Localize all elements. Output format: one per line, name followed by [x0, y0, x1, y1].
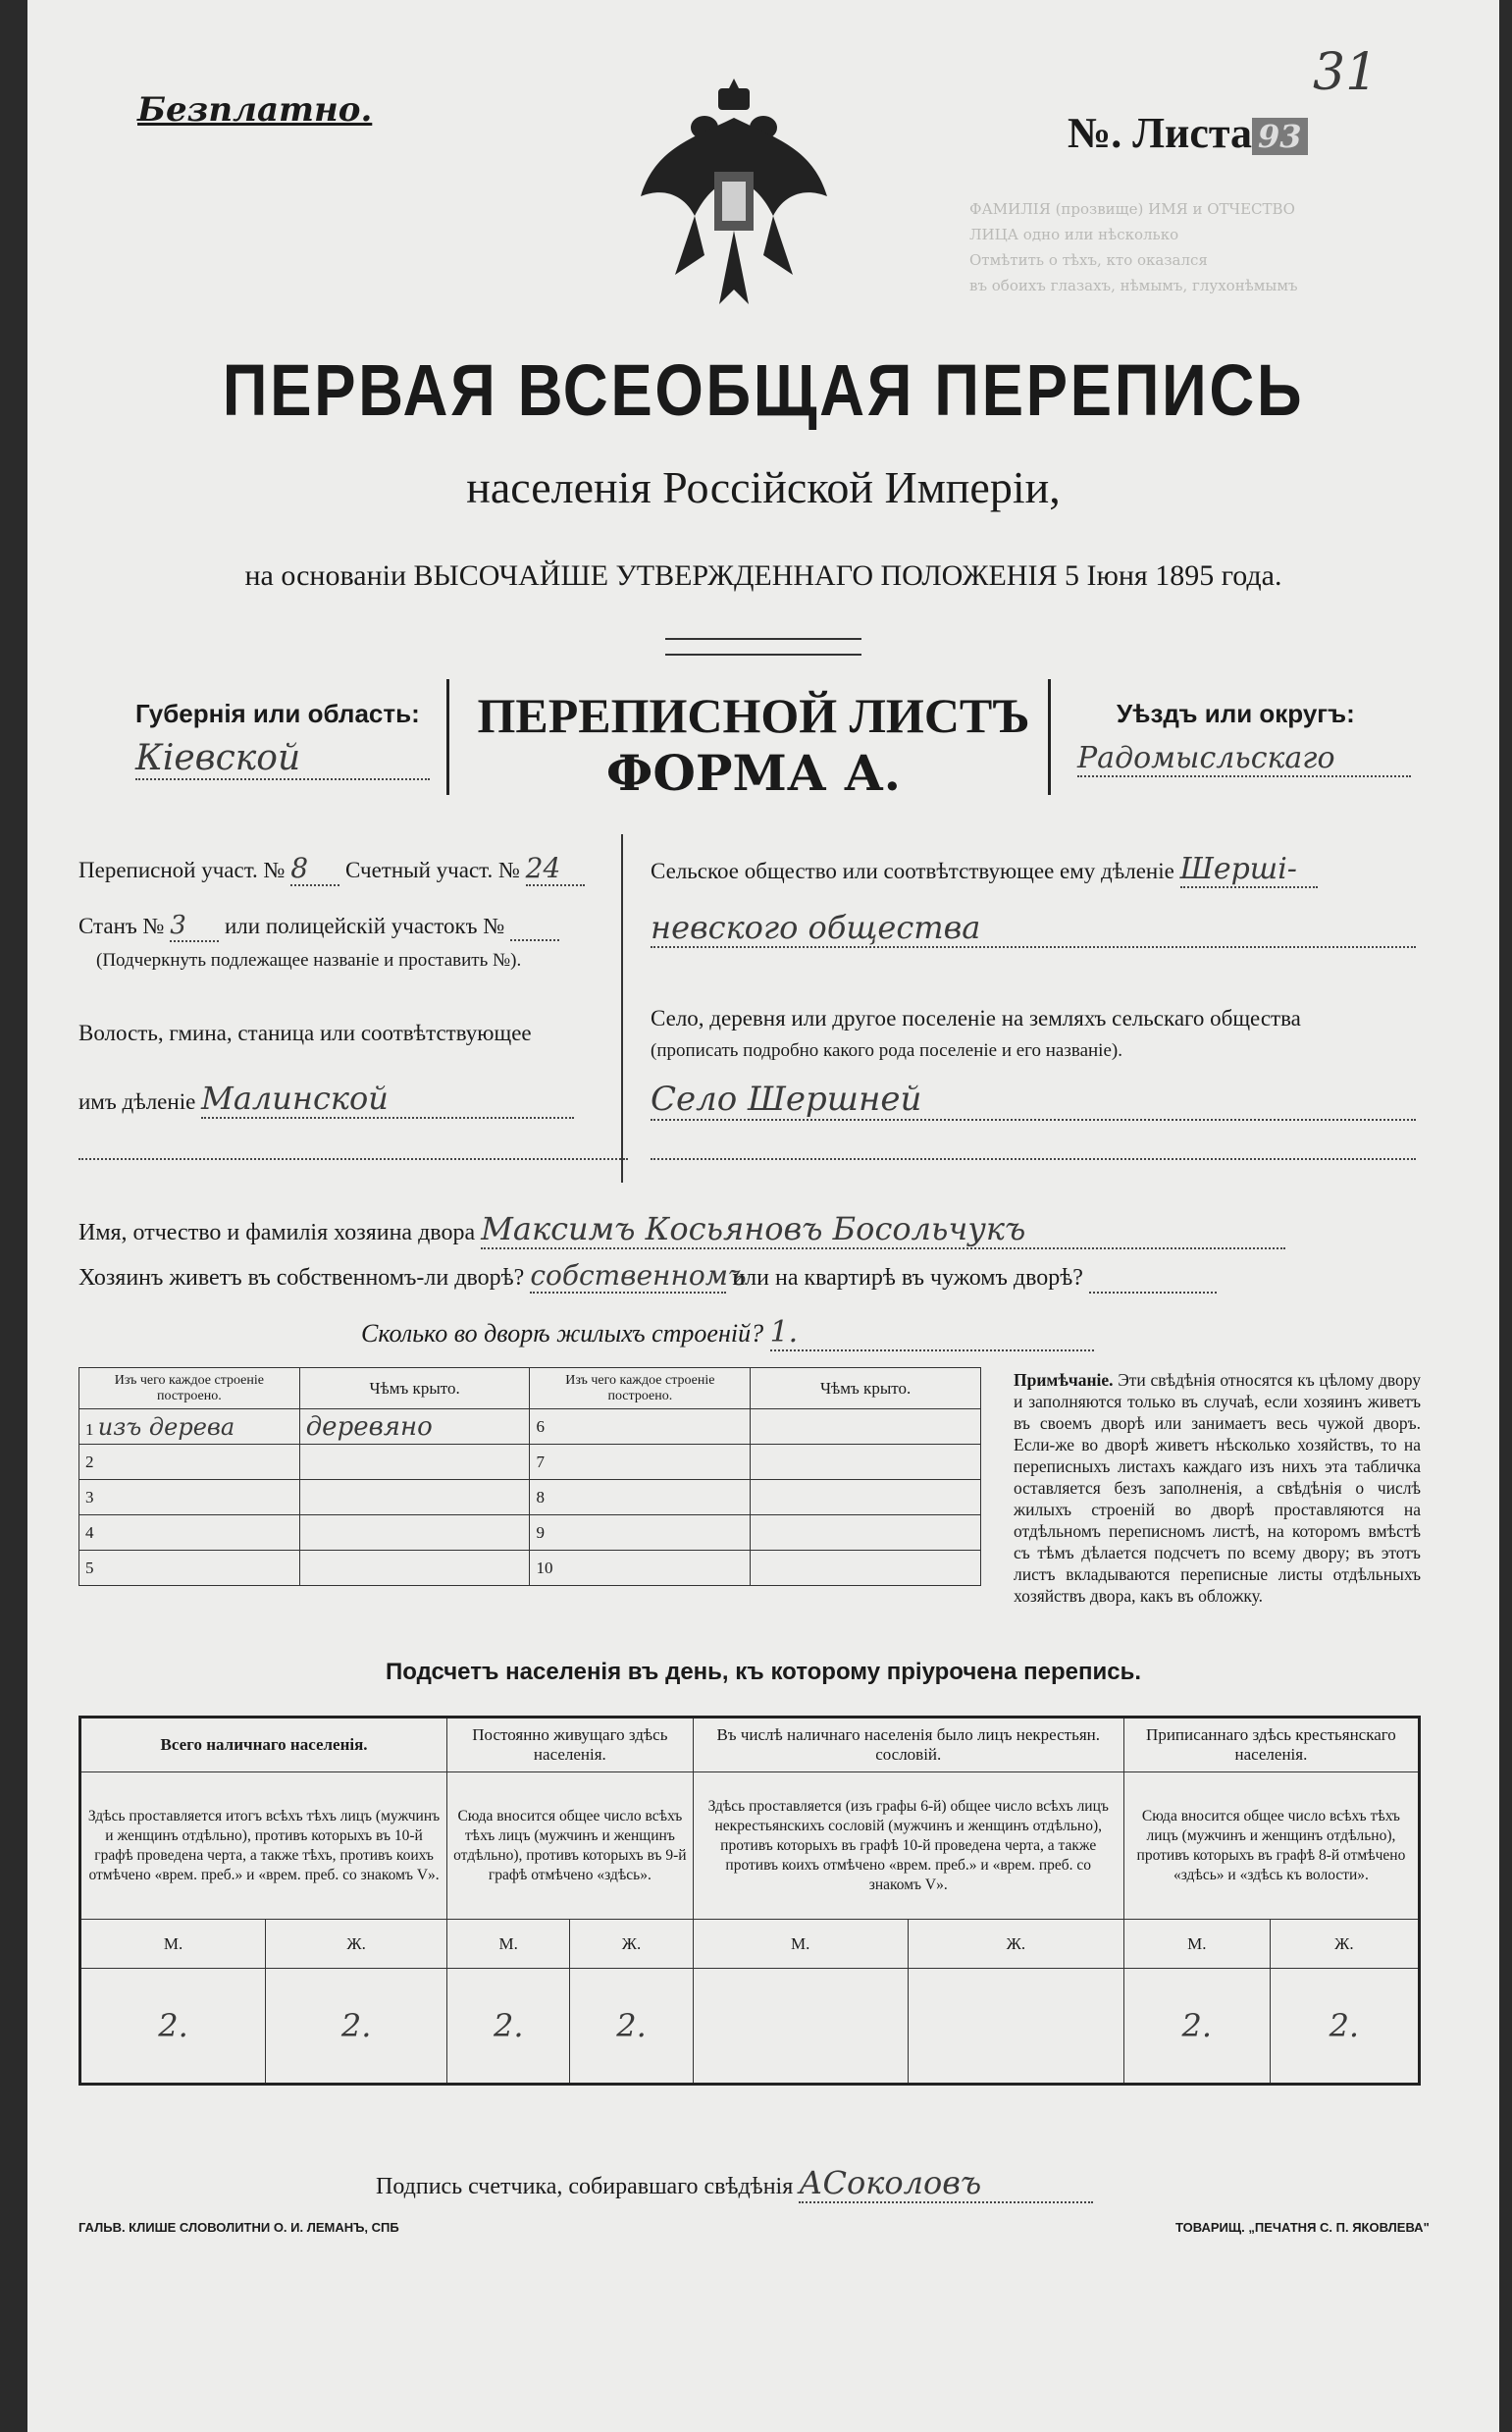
signature-row: Подпись счетчика, собиравшаго свѣдѣнія АСоколовъ — [376, 2164, 1093, 2203]
village-value: Село Шершней — [651, 1080, 1416, 1121]
building-1-material: изъ дерева — [97, 1412, 235, 1441]
f-label: Ж. — [570, 1920, 693, 1969]
society-row: Сельское общество или соотвѣтствующее ему дѣленіе Шерші- — [651, 852, 1318, 888]
total-m-value: 2. — [80, 1969, 266, 2085]
permanent-m-value: 2. — [447, 1969, 570, 2085]
group-desc-nonpeasant: Здѣсь проставляется (изъ графы 6-й) общее число всѣхъ лицъ некрестьянскихъ сословій (мужчинъ и женщинъ отдѣльно), противъ которыхъ въ графѣ 10-й проведена черта, а также противъ коихъ отмѣчено «врем. преб.» и «врем. преб. со знакомъ V». — [693, 1772, 1123, 1920]
page-title: ПЕРВАЯ ВСЕОБЩАЯ ПЕРЕПИСЬ — [222, 349, 1305, 431]
building-1-roof: деревяно — [299, 1409, 530, 1445]
col-material-head: Изъ чего каждое строеніе построено. — [79, 1368, 300, 1409]
group-desc-permanent: Сюда вносится общее число всѣхъ тѣхъ лицъ (мужчинъ и женщинъ отдѣльно), противъ которыхъ въ 9-й графѣ отмѣчено «здѣсь». — [447, 1772, 694, 1920]
table-row: 5 10 — [79, 1551, 981, 1586]
society-value-1: Шерші- — [1180, 852, 1318, 888]
district-label: Уѣздъ или округъ: — [1117, 699, 1355, 728]
f-label: Ж. — [266, 1920, 447, 1969]
fields-divider — [621, 834, 623, 1183]
free-label: Безплатно. — [137, 90, 373, 130]
group-desc-registered: Сюда вносится общее число всѣхъ тѣхъ лицъ (мужчинъ и женщинъ отдѣльно), противъ которыхъ въ графѣ 8-й отмѣчено «здѣсь» и «здѣсь къ волости». — [1123, 1772, 1419, 1920]
registered-f-value: 2. — [1270, 1969, 1419, 2085]
m-label: М. — [447, 1920, 570, 1969]
group-head-total: Всего наличнаго населенія. — [80, 1718, 447, 1772]
census-sheet — [27, 0, 1499, 2432]
note-block: Примѣчаніе. Эти свѣдѣнія относятся къ цѣлому двору и заполняются только въ случаѣ, если хозяинъ живетъ въ своемъ дворѣ или занимаетъ весь чужой дворъ. Если-же во дворѣ живетъ нѣсколько хозяйствъ, то на переписныхъ листахъ каждаго изъ нихъ эта табличка оставляется безъ заполненія, а свѣдѣнія о числѣ жилыхъ строеній во дворѣ проставляются на отдѣльномъ переписномъ листѣ, на которомъ вмѣстѣ съ тѣмъ дѣлается подсчетъ по всему двору; въ этотъ листъ вкладываются переписные листы отдѣльныхъ хозяйствъ двора, какъ въ обложку. — [1014, 1370, 1422, 1606]
m-label: М. — [1123, 1920, 1270, 1969]
f-label: Ж. — [1270, 1920, 1419, 1969]
population-title: Подсчетъ населенія въ день, къ которому пріурочена перепись. — [386, 1659, 1141, 1685]
signature-value: АСоколовъ — [799, 2164, 1093, 2203]
stan-value: 3 — [170, 911, 219, 942]
volost-value: Малинской — [201, 1080, 574, 1119]
village-extra-line — [651, 1158, 1416, 1160]
corner-note: 31 — [1313, 43, 1379, 102]
population-table — [78, 1716, 1421, 2086]
footer-right: ТОВАРИЩ. „ПЕЧАТНЯ С. П. ЯКОВЛЕВА" — [1175, 2220, 1430, 2235]
table-row: 3 8 — [79, 1480, 981, 1515]
volost-row: имъ дѣленіе Малинской — [78, 1080, 574, 1119]
sheet-number-value: 93 — [1252, 118, 1308, 155]
nonpeasant-f-value — [908, 1969, 1123, 2085]
district-value: Радомысльскаго — [1077, 741, 1411, 777]
col-roof-head: Чѣмъ крыто. — [299, 1368, 530, 1409]
census-area-row: Переписной участ. № 8 Счетный участ. № 24 — [78, 852, 585, 886]
buildings-value: 1. — [770, 1315, 1094, 1351]
nonpeasant-m-value — [693, 1969, 908, 2085]
table-row: 4 9 — [79, 1515, 981, 1551]
stan-row: Станъ № 3 или полицейскій участокъ № — [78, 911, 559, 942]
registered-m-value: 2. — [1123, 1969, 1270, 2085]
stan-note: (Подчеркнуть подлежащее названіе и проставить №). — [96, 950, 522, 971]
village-note: (прописать подробно какого рода поселеніе и его названіе). — [651, 1040, 1122, 1061]
buildings-table — [78, 1367, 981, 1586]
f-label: Ж. — [908, 1920, 1123, 1969]
col-roof-head-2: Чѣмъ крыто. — [751, 1368, 981, 1409]
village-label: Село, деревня или другое поселеніе на земляхъ сельскаго общества — [651, 1006, 1301, 1031]
group-head-permanent: Постоянно живущаго здѣсь населенія. — [447, 1718, 694, 1772]
ornament-divider — [665, 638, 861, 656]
total-f-value: 2. — [266, 1969, 447, 2085]
owner-lives-value: собственномъ — [530, 1259, 747, 1292]
col-material-head-2: Изъ чего каждое строеніе построено. — [530, 1368, 751, 1409]
form-title: ПЕРЕПИСНОЙ ЛИСТЪ — [477, 688, 1030, 743]
owner-lives-row: Хозяинъ живетъ въ собственномъ-ли дворѣ? собственномъ или на квартирѣ въ чужомъ дворѣ? — [78, 1259, 1217, 1294]
volost-label: Волость, гмина, станица или соотвѣтствующее — [78, 1021, 532, 1045]
owner-name-row: Имя, отчество и фамилія хозяина двора Максимъ Косьяновъ Босольчукъ — [78, 1210, 1285, 1249]
m-label: М. — [693, 1920, 908, 1969]
census-area-value: 8 — [290, 852, 339, 886]
imperial-eagle-icon — [636, 79, 832, 314]
m-label: М. — [80, 1920, 266, 1969]
buildings-row: Сколько во дворѣ жилыхъ строеній? 1. — [361, 1315, 1094, 1351]
district-box — [1048, 679, 1414, 795]
province-value: Кіевской — [135, 738, 430, 780]
footer-left: ГАЛЬВ. КЛИШЕ СЛОВОЛИТНИ О. И. ЛЕМАНЪ, СПБ — [78, 2220, 399, 2235]
society-value-2: невского общества — [651, 909, 1416, 948]
table-row: 2 7 — [79, 1445, 981, 1480]
count-area-value: 24 — [526, 852, 585, 886]
form-subtitle: ФОРМА А. — [605, 744, 902, 802]
group-desc-total: Здѣсь проставляется итогъ всѣхъ тѣхъ лицъ (мужчинъ и женщинъ отдѣльно), противъ которыхъ въ 10-й графѣ проведена черта, а также тѣхъ, противъ коихъ отмѣчено «врем. преб.» и «врем. преб. со знакомъ V». — [80, 1772, 447, 1920]
province-label: Губернія или область: — [135, 699, 420, 728]
bleed-through-text: ФАМИЛІЯ (прозвище) ИМЯ и ОТЧЕСТВО ЛИЦА одно или нѣсколько Отмѣтить о тѣхъ, кто оказался въ обоихъ глазахъ, нѣмымъ, глухонѣмымъ — [969, 200, 1298, 294]
volost-extra-line — [78, 1158, 628, 1160]
table-row: 1 изъ дерева деревяно 6 — [79, 1409, 981, 1445]
group-head-registered: Приписаннаго здѣсь крестьянскаго населенія. — [1123, 1718, 1419, 1772]
sheet-number-label: №. Листа 93 — [1068, 108, 1308, 158]
owner-name-value: Максимъ Косьяновъ Босольчукъ — [481, 1210, 1285, 1249]
basis-line: на основаніи ВЫСОЧАЙШЕ УТВЕРЖДЕННАГО ПОЛОЖЕНІЯ 5 Іюня 1895 года. — [244, 559, 1282, 592]
group-head-nonpeasant: Въ числѣ наличнаго населенія было лицъ некрестьян. сословій. — [693, 1718, 1123, 1772]
subtitle: населенія Россійской Имперіи, — [466, 462, 1061, 512]
permanent-f-value: 2. — [570, 1969, 693, 2085]
